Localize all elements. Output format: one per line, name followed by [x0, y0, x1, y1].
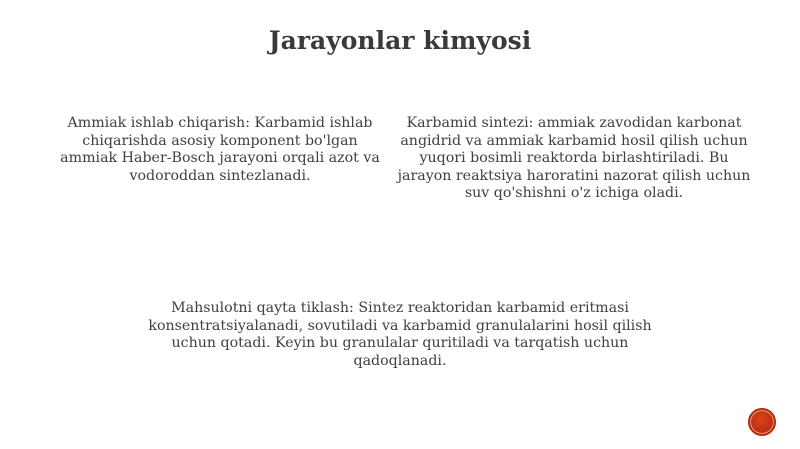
text-block-urea-synthesis: Karbamid sintezi: ammiak zavodidan karbonat angidrid va ammiak karbamid hosil qilish uchun yuqori bosimli reaktorda birlashtiriladi. Bu jarayon reaktsiya haroratini nazorat qilish uchun suv qo'shishni o'z ichiga oladi. — [397, 115, 751, 201]
text-block-product-recovery: Mahsulotni qayta tiklash: Sintez reaktoridan karbamid eritmasi konsentratsiyalanadi, sovutiladi va karbamid granulalarini hosil qilish uchun qotadi. Keyin bu granulalar quritiladi va tarqatish uchun qadoqlanadi. — [148, 300, 652, 369]
slide-title: Jarayonlar kimyosi — [268, 26, 532, 55]
text-block-ammonia-production: Ammiak ishlab chiqarish: Karbamid ishlab chiqarishda asosiy komponent bo'lgan ammiak Haber-Bosch jarayoni orqali azot va vodoroddan sintezlanadi. — [60, 115, 380, 184]
slide-nav-button[interactable] — [748, 408, 776, 436]
